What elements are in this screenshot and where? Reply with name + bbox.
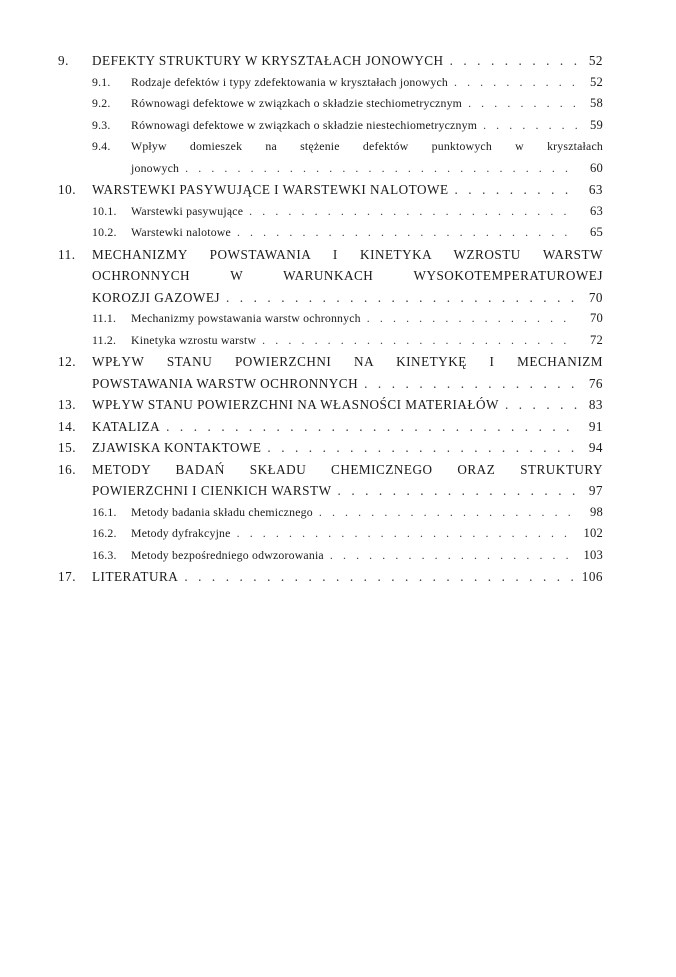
page-number: 63 bbox=[590, 203, 603, 218]
dot-leader bbox=[468, 93, 577, 115]
dot-leader bbox=[330, 545, 577, 567]
entry-title: Mechanizmy powstawania warstw ochronnych bbox=[131, 311, 361, 325]
dot-leader bbox=[483, 115, 577, 137]
dot-leader bbox=[319, 502, 577, 524]
toc-subentry[interactable] bbox=[58, 201, 603, 223]
toc-subentry[interactable] bbox=[58, 545, 603, 567]
entry-title: Warstewki pasywujące bbox=[131, 203, 244, 218]
entry-number: 16.3. bbox=[92, 547, 117, 562]
entry-title-line: WPŁYW STANU POWIERZCHNI NA KINETYKĘ I MECHANIZM bbox=[92, 354, 603, 369]
table-of-contents bbox=[58, 50, 603, 588]
toc-entry[interactable] bbox=[58, 351, 603, 394]
entry-number: 10.2. bbox=[92, 225, 117, 239]
entry-title: WARSTEWKI PASYWUJĄCE I WARSTEWKI NALOTOWE bbox=[92, 182, 449, 197]
dot-leader bbox=[364, 373, 577, 395]
page-number: 103 bbox=[583, 547, 603, 562]
entry-number: 11.1. bbox=[92, 311, 117, 325]
entry-title-line: MECHANIZMY POWSTAWANIA I KINETYKA WZROSTU WARSTW bbox=[92, 246, 603, 262]
toc-subentry[interactable] bbox=[58, 330, 603, 352]
entry-number: 13. bbox=[58, 397, 76, 412]
entry-title: jonowych bbox=[131, 160, 180, 175]
dot-leader bbox=[262, 330, 577, 352]
toc-subentry[interactable] bbox=[58, 136, 603, 179]
entry-number: 17. bbox=[58, 569, 76, 584]
dot-leader bbox=[249, 201, 577, 223]
dot-leader bbox=[166, 416, 577, 438]
page-number: 63 bbox=[588, 182, 603, 197]
entry-number: 9.4. bbox=[92, 139, 111, 153]
entry-number: 11. bbox=[58, 246, 76, 262]
toc-entry[interactable] bbox=[58, 394, 603, 416]
dot-leader bbox=[267, 437, 577, 459]
page-number: 70 bbox=[588, 289, 603, 305]
entry-number: 14. bbox=[58, 418, 76, 434]
page-number: 97 bbox=[588, 483, 603, 498]
entry-number: 16. bbox=[58, 461, 76, 477]
toc-subentry[interactable] bbox=[58, 502, 603, 524]
entry-title: Metody badania składu chemicznego bbox=[131, 504, 313, 519]
page-number: 72 bbox=[590, 332, 603, 347]
toc-entry[interactable] bbox=[58, 416, 603, 438]
page-number: 52 bbox=[588, 53, 603, 68]
entry-title: Równowagi defektowe w związkach o składzie stechiometrycznym bbox=[131, 96, 463, 110]
toc-subentry[interactable] bbox=[58, 222, 603, 244]
page-number: 102 bbox=[583, 526, 603, 540]
page-number: 94 bbox=[588, 440, 603, 455]
entry-title: POWSTAWANIA WARSTW OCHRONNYCH bbox=[92, 375, 359, 391]
dot-leader bbox=[226, 287, 577, 309]
entry-title: KATALIZA bbox=[92, 418, 161, 434]
entry-title: KOROZJI GAZOWEJ bbox=[92, 289, 221, 305]
entry-number: 16.1. bbox=[92, 504, 117, 519]
entry-title-line: Wpływ domieszek na stężenie defektów punktowych w kryształach bbox=[131, 139, 603, 153]
entry-number: 9.1. bbox=[92, 74, 111, 89]
entry-number: 9. bbox=[58, 53, 69, 68]
entry-number: 16.2. bbox=[92, 526, 117, 540]
dot-leader bbox=[454, 72, 577, 94]
dot-leader bbox=[237, 523, 577, 545]
dot-leader bbox=[450, 50, 577, 72]
dot-leader bbox=[237, 222, 577, 244]
page-number: 76 bbox=[588, 375, 603, 391]
page-number: 70 bbox=[590, 311, 603, 325]
entry-title: Warstewki nalotowe bbox=[131, 225, 231, 239]
page-number: 65 bbox=[590, 225, 603, 239]
entry-number: 15. bbox=[58, 440, 76, 455]
page-number: 58 bbox=[590, 96, 603, 110]
page-number: 60 bbox=[590, 160, 603, 175]
dot-leader bbox=[367, 308, 577, 330]
entry-title-line: OCHRONNYCH W WARUNKACH WYSOKOTEMPERATUROWEJ bbox=[92, 268, 603, 283]
toc-subentry[interactable] bbox=[58, 93, 603, 115]
entry-title-line: METODY BADAŃ SKŁADU CHEMICZNEGO ORAZ STRUKTURY bbox=[92, 461, 603, 477]
page-number: 98 bbox=[590, 504, 603, 519]
toc-entry[interactable] bbox=[58, 244, 603, 309]
entry-number: 9.3. bbox=[92, 117, 111, 132]
entry-number: 10.1. bbox=[92, 203, 117, 218]
dot-leader bbox=[184, 566, 575, 588]
entry-title: Metody bezpośredniego odwzorowania bbox=[131, 547, 324, 562]
page-number: 106 bbox=[581, 569, 603, 584]
page-number: 83 bbox=[588, 397, 603, 412]
page-number: 91 bbox=[588, 418, 603, 434]
entry-number: 12. bbox=[58, 354, 76, 369]
entry-number: 11.2. bbox=[92, 332, 117, 347]
toc-entry[interactable] bbox=[58, 179, 603, 201]
toc-entry[interactable] bbox=[58, 566, 603, 588]
toc-subentry[interactable] bbox=[58, 523, 603, 545]
entry-title: Metody dyfrakcyjne bbox=[131, 526, 231, 540]
toc-entry[interactable] bbox=[58, 50, 603, 72]
toc-entry[interactable] bbox=[58, 459, 603, 502]
entry-title: LITERATURA bbox=[92, 569, 179, 584]
entry-title: POWIERZCHNI I CIENKICH WARSTW bbox=[92, 483, 332, 498]
toc-subentry[interactable] bbox=[58, 72, 603, 94]
page-number: 52 bbox=[590, 74, 603, 89]
dot-leader bbox=[455, 179, 577, 201]
toc-entry[interactable] bbox=[58, 437, 603, 459]
dot-leader bbox=[185, 158, 577, 180]
toc-subentry[interactable] bbox=[58, 115, 603, 137]
entry-title: Kinetyka wzrostu warstw bbox=[131, 332, 257, 347]
entry-title: Rodzaje defektów i typy zdefektowania w kryształach jonowych bbox=[131, 74, 448, 89]
entry-number: 9.2. bbox=[92, 96, 111, 110]
entry-number: 10. bbox=[58, 182, 76, 197]
entry-title: ZJAWISKA KONTAKTOWE bbox=[92, 440, 262, 455]
dot-leader bbox=[505, 394, 577, 416]
entry-title: DEFEKTY STRUKTURY W KRYSZTAŁACH JONOWYCH bbox=[92, 53, 444, 68]
page-number: 59 bbox=[590, 117, 603, 132]
dot-leader bbox=[338, 480, 577, 502]
entry-title: WPŁYW STANU POWIERZCHNI NA WŁASNOŚCI MATERIAŁÓW bbox=[92, 397, 499, 412]
toc-subentry[interactable] bbox=[58, 308, 603, 330]
entry-title: Równowagi defektowe w związkach o składzie niestechiometrycznym bbox=[131, 117, 478, 132]
